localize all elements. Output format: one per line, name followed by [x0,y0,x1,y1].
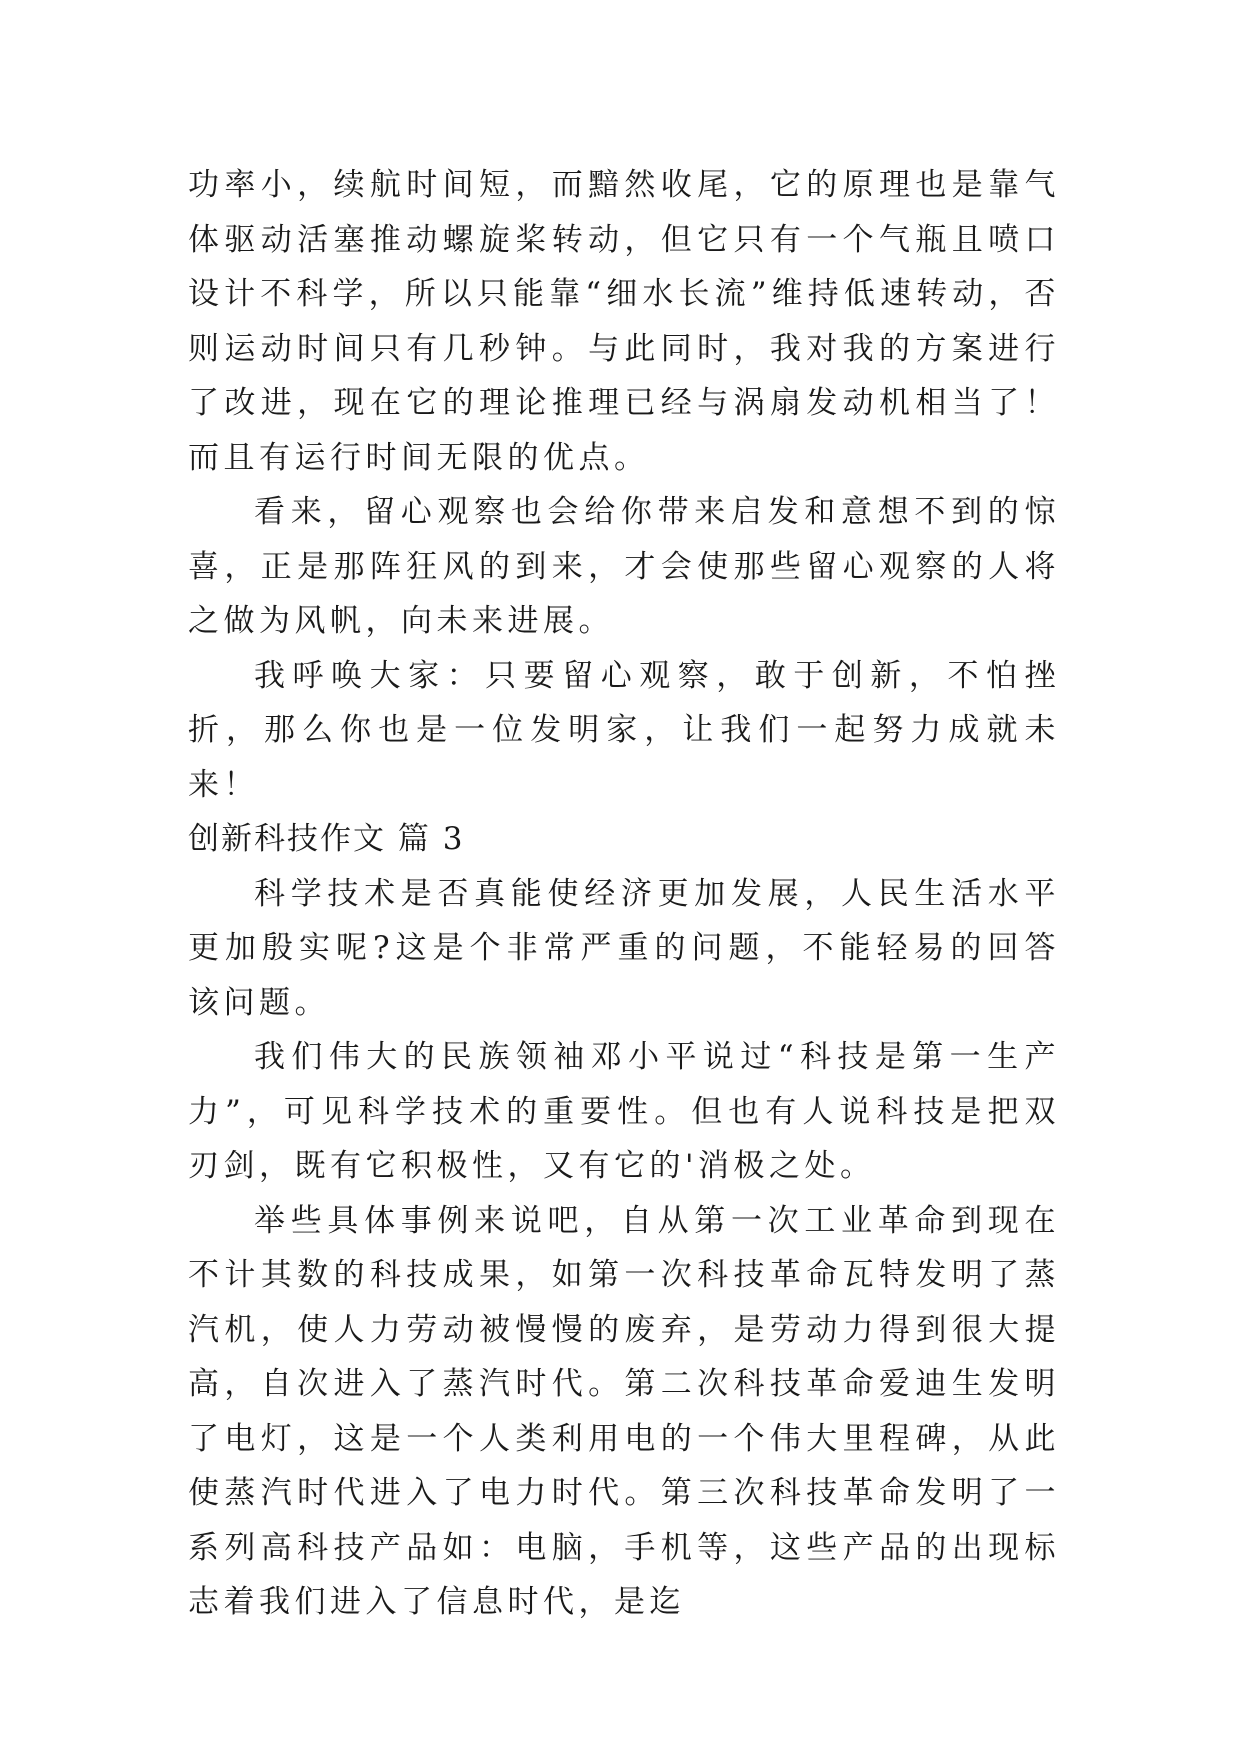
paragraph-call-to-action: 我呼唤大家：只要留心观察，敢于创新，不怕挫折，那么你也是一位发明家，让我们一起努力成就未来！ [188,657,1060,803]
paragraph-science-question: 科学技术是否真能使经济更加发展，人民生活水平更加殷实呢?这是个非常严重的问题，不能轻易的回答该问题。 [188,875,1060,1021]
paragraph-observation: 看来，留心观察也会给你带来启发和意想不到的惊喜，正是那阵狂风的到来，才会使那些留心观察的人将之做为风帆，向未来进展。 [188,494,1060,639]
paragraph-double-edged-sword: 我们伟大的民族领袖邓小平说过“科技是第一生产力”，可见科学技术的重要性。但也有人说科技是把双刃剑，既有它积极性，又有它的'消极之处。 [188,1039,1060,1184]
document-body [188,158,1060,1630]
paragraph-continued: 功率小，续航时间短，而黯然收尾，它的原理也是靠气体驱动活塞推动螺旋桨转动，但它只有一个气瓶且喷口设计不科学，所以只能靠“细水长流”维持低速转动，否则运动时间只有几秒钟。与此同时，我对我的方案进行了改进，现在它的理论推理已经与涡扇发动机相当了！而且有运行时间无限的优点。 [188,167,1060,476]
section-title: 创新科技作文 篇 3 [188,821,465,857]
paragraph-industrial-revolutions: 举些具体事例来说吧，自从第一次工业革命到现在不计其数的科技成果，如第一次科技革命瓦特发明了蒸汽机，使人力劳动被慢慢的废弃，是劳动力得到很大提高，自次进入了蒸汽时代。第二次科技革命爱迪生发明了电灯，这是一个人类利用电的一个伟大里程碑，从此使蒸汽时代进入了电力时代。第三次科技革命发明了一系列高科技产品如：电脑，手机等，这些产品的出现标志着我们进入了信息时代，是迄 [188,1202,1060,1620]
